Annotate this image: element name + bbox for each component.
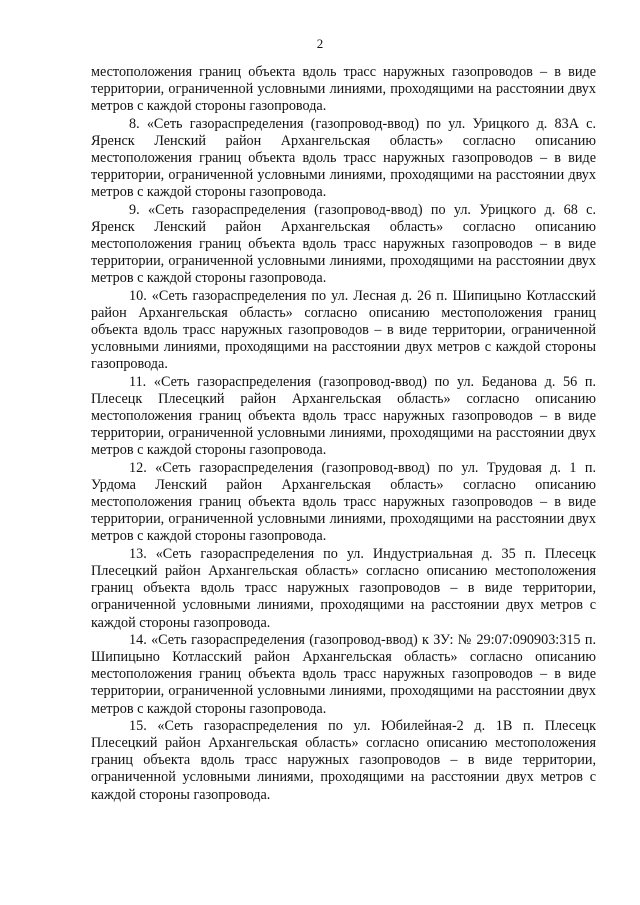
paragraph-item-8: 8. «Сеть газораспределения (газопровод-ввод) по ул. Урицкого д. 83А с. Яренск Ленский район Архангельская область» согласно описанию местоположения границ объекта вдоль трасс наружных газопроводов – в виде территории, ограниченной условными линиями, проходящими на расстоянии двух метров с каждой стороны газопровода. — [91, 115, 596, 201]
document-body — [91, 64, 596, 804]
page-number: 2 — [316, 36, 324, 51]
paragraph-item-13: 13. «Сеть газораспределения по ул. Индустриальная д. 35 п. Плесецк Плесецкий район Архангельская область» согласно описанию местоположения границ объекта вдоль трасс наружных газопроводов – в виде территории, ограниченной условными линиями, проходящими на расстоянии двух метров с каждой стороны газопровода. — [91, 545, 596, 631]
paragraph-item-11: 11. «Сеть газораспределения (газопровод-ввод) по ул. Беданова д. 56 п. Плесецк Плесецкий район Архангельская область» согласно описанию местоположения границ объекта вдоль трасс наружных газопроводов – в виде территории, ограниченной условными линиями, проходящими на расстоянии двух метров с каждой стороны газопровода. — [91, 373, 596, 459]
paragraph-item-9: 9. «Сеть газораспределения (газопровод-ввод) по ул. Урицкого д. 68 с. Яренск Ленский район Архангельская область» согласно описанию местоположения границ объекта вдоль трасс наружных газопроводов – в виде территории, ограниченной условными линиями, проходящими на расстоянии двух метров с каждой стороны газопровода. — [91, 201, 596, 287]
paragraph-item-12: 12. «Сеть газораспределения (газопровод-ввод) по ул. Трудовая д. 1 п. Урдома Ленский район Архангельская область» согласно описанию местоположения границ объекта вдоль трасс наружных газопроводов – в виде территории, ограниченной условными линиями, проходящими на расстоянии двух метров с каждой стороны газопровода. — [91, 459, 596, 545]
paragraph-item-10: 10. «Сеть газораспределения по ул. Лесная д. 26 п. Шипицыно Котласский район Архангельская область» согласно описанию местоположения границ объекта вдоль трасс наружных газопроводов – в виде территории, ограниченной условными линиями, проходящими на расстоянии двух метров с каждой стороны газопровода. — [91, 287, 596, 373]
paragraph-item-14: 14. «Сеть газораспределения (газопровод-ввод) к ЗУ: № 29:07:090903:315 п. Шипицыно Котласский район Архангельская область» согласно описанию местоположения границ объекта вдоль трасс наружных газопроводов – в виде территории, ограниченной условными линиями, проходящими на расстоянии двух метров с каждой стороны газопровода. — [91, 631, 596, 717]
paragraph-continuation: местоположения границ объекта вдоль трасс наружных газопроводов – в виде территории, ограниченной условными линиями, проходящими на расстоянии двух метров с каждой стороны газопровода. — [91, 64, 596, 115]
paragraph-item-15: 15. «Сеть газораспределения по ул. Юбилейная-2 д. 1В п. Плесецк Плесецкий район Архангельская область» согласно описанию местоположения границ объекта вдоль трасс наружных газопроводов – в виде территории, ограниченной условными линиями, проходящими на расстоянии двух метров с каждой стороны газопровода. — [91, 717, 596, 803]
